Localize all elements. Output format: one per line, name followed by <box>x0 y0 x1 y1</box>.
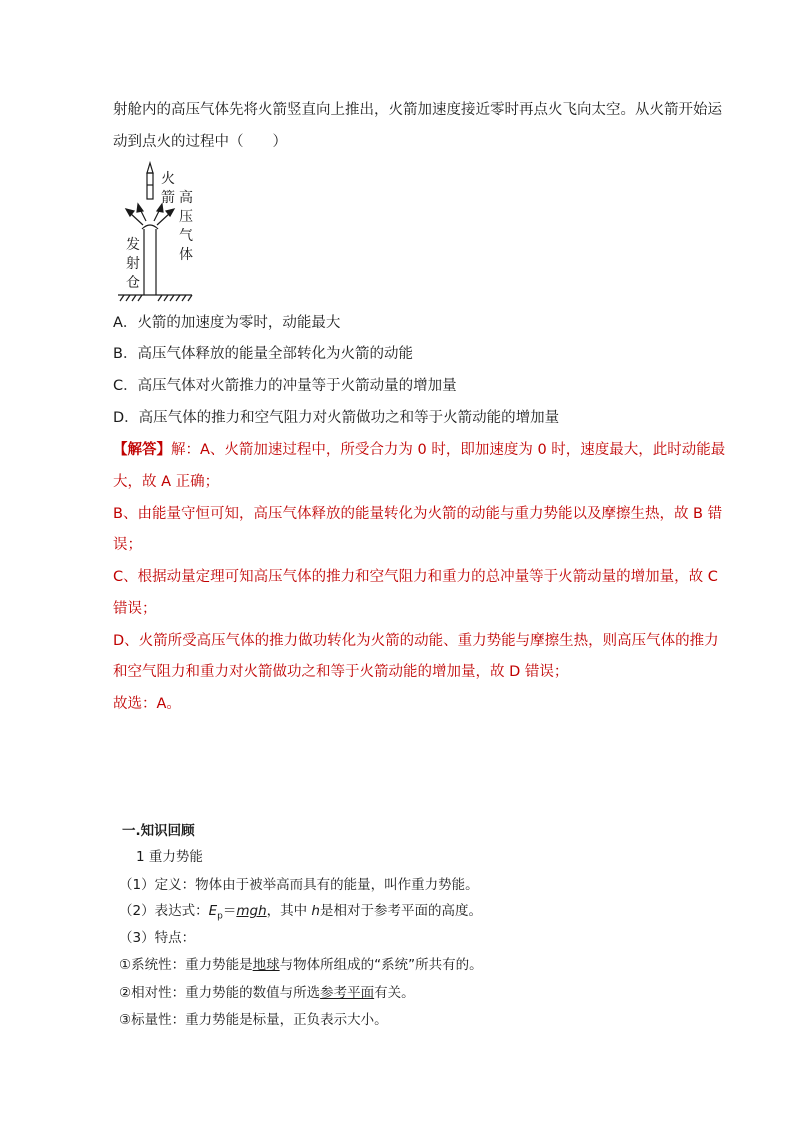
expr-h: h <box>311 903 320 919</box>
item2-underlined: 参考平面 <box>320 985 375 1001</box>
rocket-shape <box>147 163 153 199</box>
solution-line-1-text: 解：A、火箭加速过程中，所受合力为 0 时，即加速度为 0 时，速度最大，此时动能最 <box>171 442 726 458</box>
rocket-launch-figure <box>110 155 200 305</box>
solution-answer: 故选：A。 <box>113 696 181 712</box>
expr-prefix: （2）表达式： <box>119 903 209 919</box>
gas-label-4: 体 <box>179 247 193 263</box>
item1-prefix: ①系统性：重力势能是 <box>119 957 253 973</box>
review-definition: （1）定义：物体由于被举高而具有的能量，叫作重力势能。 <box>119 877 479 893</box>
expr-eq: ＝ <box>222 903 237 919</box>
solution-tag: 【解答】 <box>113 442 171 458</box>
solution-line-3: B、由能量守恒可知，高压气体释放的能量转化为火箭的动能与重力势能以及摩擦生热，故 B 错 <box>113 506 723 522</box>
expr-suffix: 是相对于参考平面的高度。 <box>319 903 482 919</box>
review-heading: 一.知识回顾 <box>122 823 195 839</box>
option-a: A．火箭的加速度为零时，动能最大 <box>113 315 341 331</box>
gas-label-2: 压 <box>179 209 193 225</box>
review-subheading: 1 重力势能 <box>136 849 203 865</box>
rocket-label-2: 箭 <box>161 190 175 206</box>
launch-silo <box>142 225 158 295</box>
solution-line-1 <box>113 441 725 459</box>
ground-hatching <box>118 295 192 301</box>
item2-prefix: ②相对性：重力势能的数值与所选 <box>119 985 321 1001</box>
gas-label-3: 气 <box>179 228 193 244</box>
option-b: B．高压气体释放的能量全部转化为火箭的动能 <box>113 346 413 362</box>
review-features: （3）特点： <box>119 930 196 946</box>
solution-line-5: C、根据动量定理可知高压气体的推力和空气阻力和重力的总冲量等于火箭动量的增加量，故 C <box>113 569 718 585</box>
question-stem-line-2: 动到点火的过程中（ ） <box>113 134 287 150</box>
option-c: C．高压气体对火箭推力的冲量等于火箭动量的增加量 <box>113 378 457 394</box>
expr-e: E <box>208 903 218 919</box>
silo-label-3: 仓 <box>126 275 140 291</box>
item2-suffix: 有关。 <box>374 985 415 1001</box>
gas-label-1: 高 <box>179 190 193 206</box>
solution-line-6: 错误； <box>113 601 157 617</box>
rocket-label-1: 火 <box>161 171 175 187</box>
solution-line-2: 大，故 A 正确； <box>113 474 220 490</box>
review-item-1 <box>119 956 483 974</box>
silo-label-2: 射 <box>126 256 140 272</box>
gas-arrows <box>126 204 174 225</box>
expr-mid: ，其中 <box>266 903 312 919</box>
review-item-2 <box>119 984 415 1002</box>
option-d: D．高压气体的推力和空气阻力对火箭做功之和等于火箭动能的增加量 <box>113 410 560 426</box>
review-item-3: ③标量性：重力势能是标量，正负表示大小。 <box>119 1012 388 1028</box>
review-expression <box>119 902 482 926</box>
silo-label-1: 发 <box>126 237 140 253</box>
item1-underlined: 地球 <box>252 957 280 973</box>
solution-line-4: 误； <box>113 537 142 553</box>
solution-line-8: 和空气阻力和重力对火箭做功之和等于火箭动能的增加量，故 D 错误； <box>113 664 569 680</box>
expr-mgh: mgh <box>236 903 267 919</box>
question-stem-line-1: 射舱内的高压气体先将火箭竖直向上推出，火箭加速度接近零时再点火飞向太空。从火箭开始运 <box>113 102 722 118</box>
solution-line-7: D、火箭所受高压气体的推力做功转化为火箭的动能、重力势能与摩擦生热，则高压气体的推力 <box>113 633 719 649</box>
item1-suffix: 与物体所组成的“系统”所共有的。 <box>279 957 483 973</box>
expr-sub: p <box>217 911 223 922</box>
